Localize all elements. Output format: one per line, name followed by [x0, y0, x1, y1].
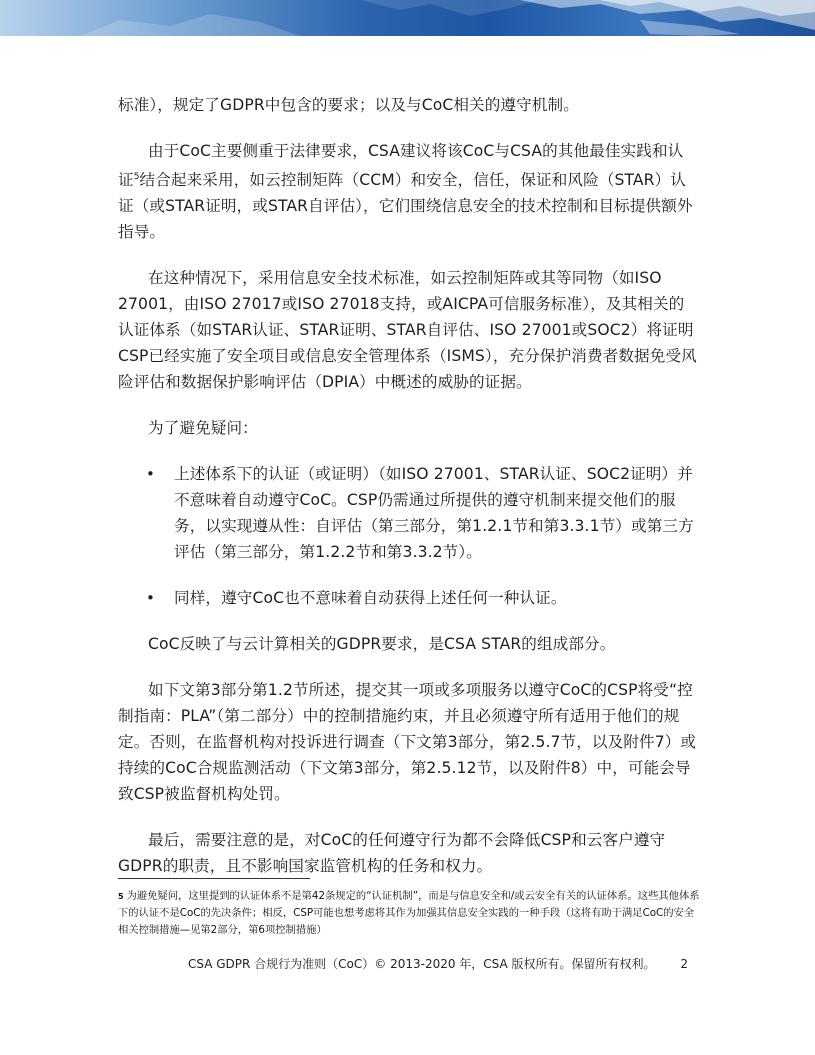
bullet-text: 上述体系下的认证（或证明）（如ISO 27001、STAR认证、SOC2证明）并不意味着自动遵守CoC。CSP仍需通过所提供的遵守机制来提交他们的服务，以实现遵从性：自评估（第三部分，第1.2.1节和第3.3.1节）或第三方评估（第三部分，第1.2.2节和第3.3.2节）。: [174, 465, 694, 562]
paragraph-1-part-a: 由于CoC主要侧重于法律要求，CSA建议将该CoC与CSA的其他最佳实践和认证: [118, 142, 684, 190]
world-map-banner-icon: [0, 0, 815, 36]
paragraph-0: 标准），规定了GDPR中包含的要求；以及与CoC相关的遵守机制。: [118, 96, 579, 114]
paragraph-4: CoC反映了与云计算相关的GDPR要求，是CSA STAR的组成部分。: [148, 635, 616, 654]
footnote-divider: [118, 878, 310, 879]
list-item: [118, 585, 698, 611]
bullet-list: [118, 461, 698, 611]
paragraph-3: 为了避免疑问：: [148, 419, 258, 438]
paragraph-2: 在这种情况下，采用信息安全技术标准，如云控制矩阵或其等同物（如ISO 27001，由ISO 27017或ISO 27018支持，或AICPA可信服务标准），及其相关的认证体系（如STAR认证、STAR证明、STAR自评估、ISO 27001或SOC2）将证明CSP已经实施了安全项目或信息安全管理体系（ISMS），充分保护消费者数据免受风险评估和数据保护影响评估（DPIA）中概述的威胁的证据。: [118, 269, 697, 392]
footnote: [118, 888, 700, 939]
paragraph-5: 如下文第3部分第1.2节所述，提交其一项或多项服务以遵守CoC的CSP将受“控制指南：PLA”（第二部分）中的控制措施约束，并且必须遵守所有适用于他们的规定。否则，在监督机构对投诉进行调查（下文第3部分，第2.5.7节，以及附件7）或持续的CoC合规监测活动（下文第3部分，第2.5.12节，以及附件8）中，可能会导致CSP被监督机构处罚。: [118, 681, 697, 804]
paragraph-6: 最后，需要注意的是，对CoC的任何遵守行为都不会降低CSP和云客户遵守GDPR的职责，且不影响国家监管机构的任务和权力。: [118, 831, 666, 876]
footer-copyright: CSA GDPR 合规行为准则（CoC）© 2013-2020 年，CSA 版权所有。保留所有权利。: [188, 957, 656, 971]
paragraph-1-part-b: 结合起来采用，如云控制矩阵（CCM）和安全，信任，保证和风险（STAR）认证（或STAR证明，或STAR自评估），它们围绕信息安全的技术控制和目标提供额外指导。: [118, 171, 693, 242]
footnote-text: 为避免疑问，这里提到的认证体系不是第42条规定的“认证机制”，而是与信息安全和/或云安全有关的认证体系。这些其他体系下的认证不是CoC的先决条件；相反，CSP可能也想考虑将其作为加强其信息安全实践的一种手段（这将有助于满足CoC的安全相关控制措施—见第2部分，第6项控制措施）: [118, 890, 700, 936]
footnote-marker: 5: [118, 892, 124, 901]
bullet-icon: •: [146, 465, 155, 484]
bullet-icon: •: [146, 589, 155, 608]
bullet-text: 同样，遵守CoC也不意味着自动获得上述任何一种认证。: [174, 589, 567, 608]
list-item: [118, 461, 698, 565]
page-number: 2: [680, 957, 688, 971]
main-body: [118, 92, 698, 899]
paragraph-1: [118, 138, 698, 245]
header-banner: [0, 0, 815, 36]
footnote-ref: 5: [133, 172, 140, 182]
